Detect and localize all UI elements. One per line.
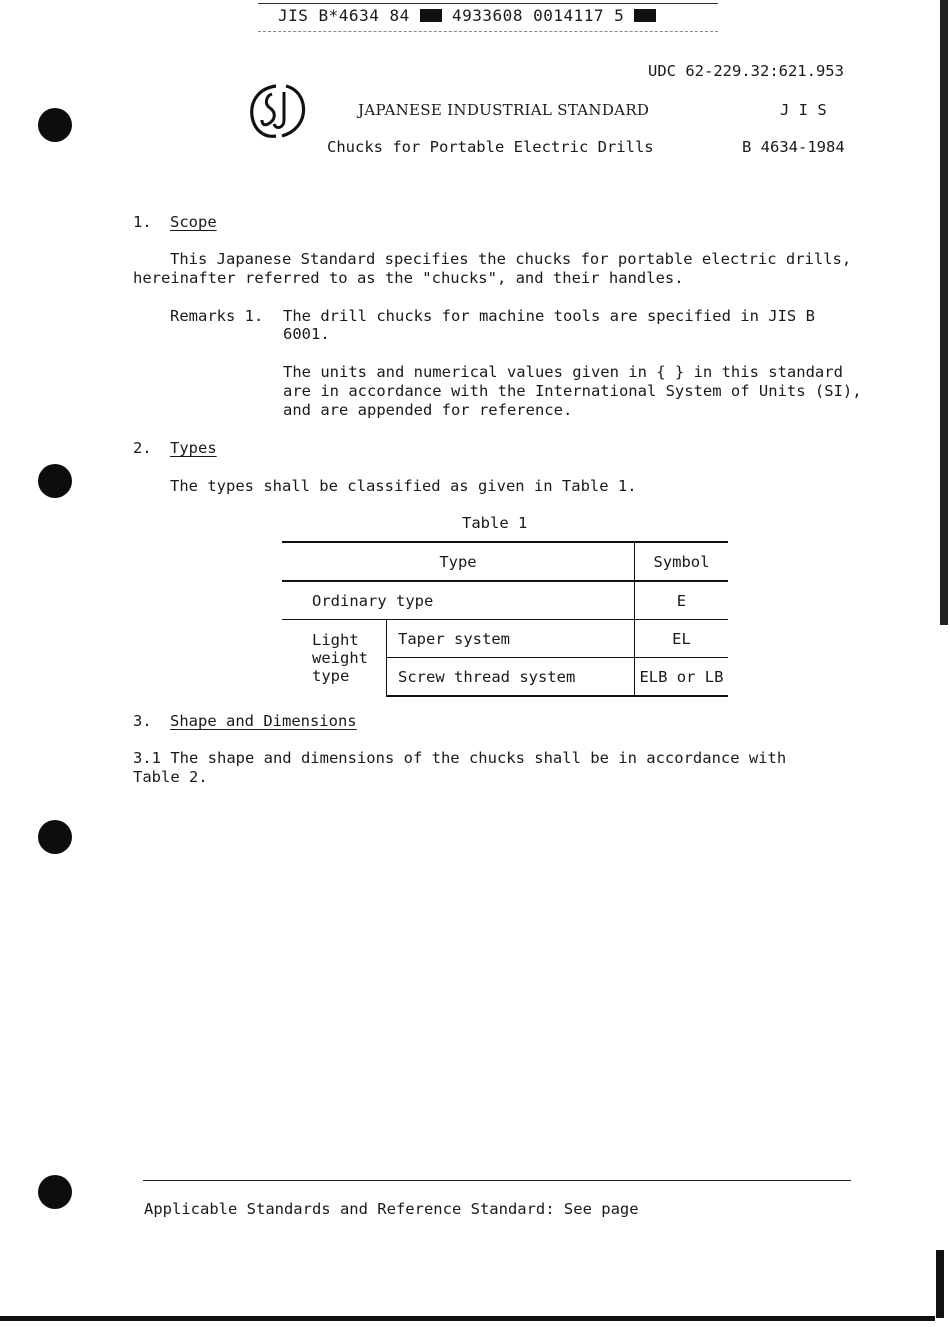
shape-paragraph-line-1: 3.1 The shape and dimensions of the chucks shall be in accordance with <box>133 749 787 767</box>
header-rule-top <box>258 3 718 4</box>
types-paragraph: The types shall be classified as given in Table 1. <box>170 477 637 495</box>
issuing-organization: JAPANESE INDUSTRIAL STANDARD <box>358 101 650 119</box>
section-3-number: 3. <box>133 712 152 730</box>
scan-bottom-bar <box>0 1316 935 1321</box>
cell-light-weight-type <box>282 620 387 697</box>
punch-hole <box>38 1175 72 1209</box>
section-1-heading: Scope <box>170 213 217 231</box>
jis-mark: J I S <box>780 101 827 119</box>
footer-note: Applicable Standards and Reference Standard: See page <box>144 1200 639 1218</box>
cell-ordinary-type: Ordinary type <box>282 581 634 620</box>
header-rule-bottom <box>258 31 718 32</box>
table-row-taper <box>282 620 728 658</box>
cell-screw-thread-system: Screw thread system <box>387 658 635 697</box>
section-3-heading: Shape and Dimensions <box>170 712 357 730</box>
light-weight-line-1: Light <box>312 631 359 649</box>
document-code-strip <box>278 6 656 25</box>
table-1-caption: Table 1 <box>462 514 528 532</box>
remarks-label: Remarks 1. <box>170 307 264 325</box>
remark-2-line-1: The units and numerical values given in { } in this standard <box>283 363 843 381</box>
table-row-ordinary <box>282 581 728 620</box>
remark-2-line-2: are in accordance with the International System of Units (SI), <box>283 382 862 400</box>
standard-number: B 4634-1984 <box>742 138 845 156</box>
light-weight-line-3: type <box>312 667 350 685</box>
table-header-row <box>282 542 728 581</box>
remark-1-line-1: The drill chucks for machine tools are specified in JIS B <box>283 307 815 325</box>
cell-taper-symbol: EL <box>634 620 728 658</box>
scope-paragraph-line-2: hereinafter referred to as the "chucks", and their handles. <box>133 269 684 287</box>
cell-screw-symbol: ELB or LB <box>634 658 728 697</box>
punch-hole <box>38 820 72 854</box>
column-header-type: Type <box>282 542 634 581</box>
punch-hole <box>38 464 72 498</box>
punch-hole <box>38 108 72 142</box>
black-block-icon <box>634 9 656 22</box>
jis-logo-icon <box>246 80 310 144</box>
light-weight-line-2: weight <box>312 649 368 667</box>
types-table <box>282 541 728 697</box>
black-block-icon <box>420 9 442 22</box>
remark-1-line-2: 6001. <box>283 325 330 343</box>
shape-paragraph-line-2: Table 2. <box>133 768 208 786</box>
column-header-symbol: Symbol <box>634 542 728 581</box>
standard-title: Chucks for Portable Electric Drills <box>327 138 654 156</box>
scan-edge-bar-bottom <box>936 1250 944 1318</box>
udc-code: UDC 62-229.32:621.953 <box>648 62 844 80</box>
section-2-number: 2. <box>133 439 152 457</box>
cell-taper-system: Taper system <box>387 620 635 658</box>
section-1-number: 1. <box>133 213 152 231</box>
document-code: JIS B*4634 84 <box>278 6 410 25</box>
footer-rule <box>143 1180 851 1181</box>
document-code-2: 4933608 0014117 5 <box>452 6 625 25</box>
scope-paragraph-line-1: This Japanese Standard specifies the chucks for portable electric drills, <box>170 250 852 268</box>
remark-2-line-3: and are appended for reference. <box>283 401 573 419</box>
scan-edge-bar <box>938 0 950 625</box>
cell-ordinary-symbol: E <box>634 581 728 620</box>
section-2-heading: Types <box>170 439 217 457</box>
